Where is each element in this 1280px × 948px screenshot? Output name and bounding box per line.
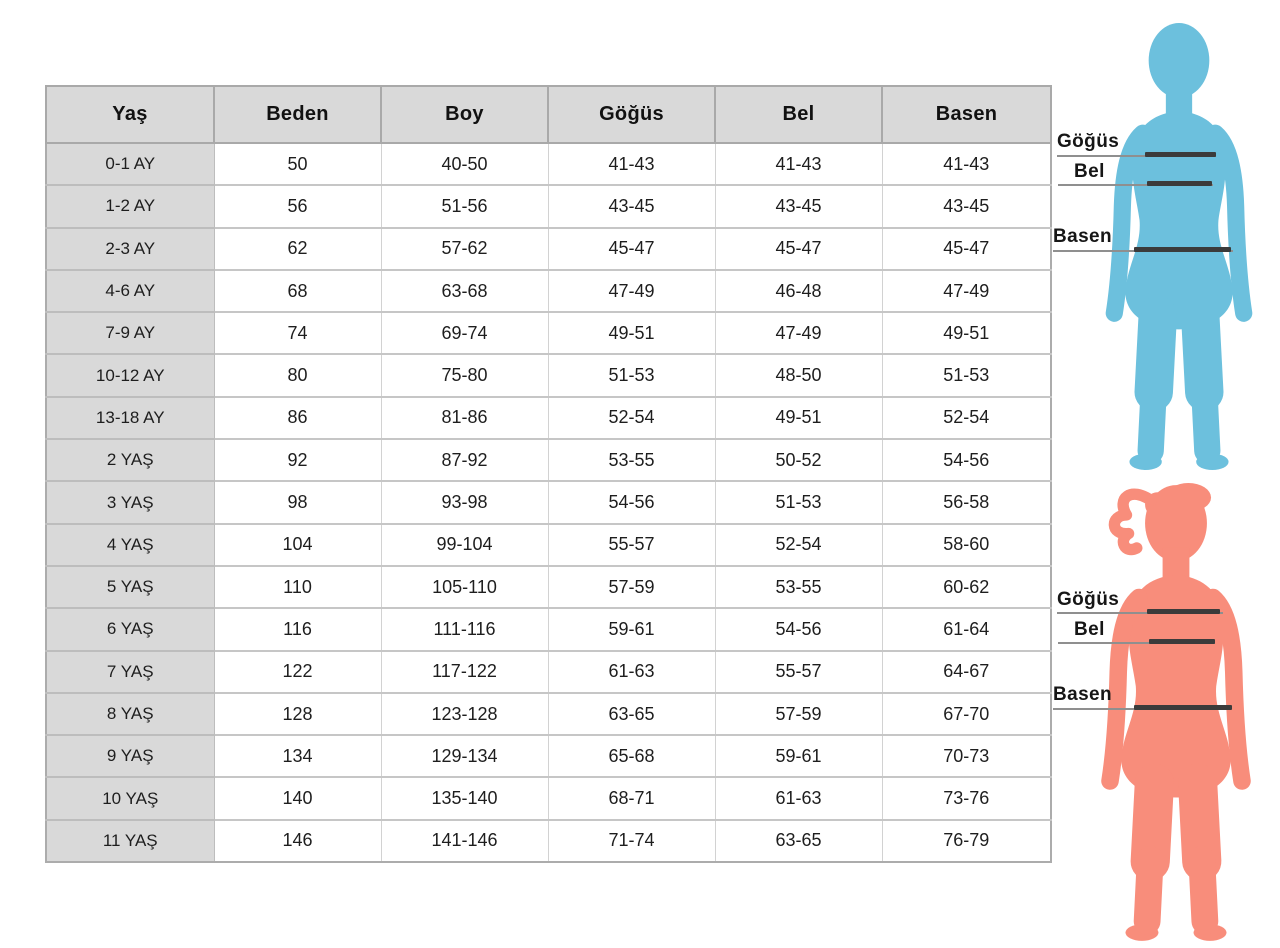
table-row bbox=[46, 693, 1051, 735]
table-cell: 63-65 bbox=[715, 820, 882, 862]
table-cell: 47-49 bbox=[715, 312, 882, 354]
size-table-body bbox=[46, 143, 1051, 862]
size-chart-table-wrap bbox=[45, 85, 1050, 863]
table-cell: 43-45 bbox=[882, 185, 1051, 227]
bottom-hips-measure-bar bbox=[1134, 705, 1232, 710]
table-cell: 69-74 bbox=[381, 312, 548, 354]
table-cell: 41-43 bbox=[548, 143, 715, 185]
table-cell: 87-92 bbox=[381, 439, 548, 481]
table-cell: 67-70 bbox=[882, 693, 1051, 735]
table-row bbox=[46, 228, 1051, 270]
table-row bbox=[46, 397, 1051, 439]
table-cell: 81-86 bbox=[381, 397, 548, 439]
table-cell: 56 bbox=[214, 185, 381, 227]
table-cell: 92 bbox=[214, 439, 381, 481]
table-cell: 54-56 bbox=[715, 608, 882, 650]
table-cell: 122 bbox=[214, 651, 381, 693]
table-row bbox=[46, 735, 1051, 777]
figures-panel bbox=[1040, 0, 1280, 948]
table-cell: 140 bbox=[214, 777, 381, 819]
table-cell: 129-134 bbox=[381, 735, 548, 777]
table-cell: 55-57 bbox=[715, 651, 882, 693]
table-cell: 146 bbox=[214, 820, 381, 862]
table-cell: 45-47 bbox=[548, 228, 715, 270]
table-cell: 49-51 bbox=[715, 397, 882, 439]
column-header-chest: Göğüs bbox=[548, 86, 715, 143]
table-row bbox=[46, 777, 1051, 819]
table-cell: 50-52 bbox=[715, 439, 882, 481]
column-header-hips: Basen bbox=[882, 86, 1051, 143]
row-age-label: 9 YAŞ bbox=[46, 735, 214, 777]
table-cell: 50 bbox=[214, 143, 381, 185]
top-chest-measure-bar bbox=[1145, 152, 1216, 157]
table-cell: 41-43 bbox=[715, 143, 882, 185]
table-cell: 70-73 bbox=[882, 735, 1051, 777]
table-cell: 52-54 bbox=[548, 397, 715, 439]
table-row bbox=[46, 185, 1051, 227]
table-cell: 43-45 bbox=[548, 185, 715, 227]
table-cell: 45-47 bbox=[882, 228, 1051, 270]
table-cell: 123-128 bbox=[381, 693, 548, 735]
table-cell: 40-50 bbox=[381, 143, 548, 185]
table-cell: 54-56 bbox=[548, 481, 715, 523]
table-cell: 51-56 bbox=[381, 185, 548, 227]
row-age-label: 2-3 AY bbox=[46, 228, 214, 270]
table-cell: 61-63 bbox=[715, 777, 882, 819]
table-cell: 76-79 bbox=[882, 820, 1051, 862]
row-age-label: 7-9 AY bbox=[46, 312, 214, 354]
table-cell: 128 bbox=[214, 693, 381, 735]
table-cell: 61-63 bbox=[548, 651, 715, 693]
table-cell: 56-58 bbox=[882, 481, 1051, 523]
table-cell: 117-122 bbox=[381, 651, 548, 693]
table-cell: 59-61 bbox=[715, 735, 882, 777]
top-hips-label: Basen bbox=[1053, 226, 1113, 247]
table-row bbox=[46, 312, 1051, 354]
top-chest-label: Göğüs bbox=[1057, 131, 1120, 152]
table-cell: 52-54 bbox=[715, 524, 882, 566]
table-row bbox=[46, 439, 1051, 481]
table-cell: 93-98 bbox=[381, 481, 548, 523]
table-row bbox=[46, 270, 1051, 312]
table-cell: 64-67 bbox=[882, 651, 1051, 693]
table-row bbox=[46, 566, 1051, 608]
table-cell: 68-71 bbox=[548, 777, 715, 819]
table-cell: 62 bbox=[214, 228, 381, 270]
table-cell: 105-110 bbox=[381, 566, 548, 608]
table-row bbox=[46, 608, 1051, 650]
table-cell: 52-54 bbox=[882, 397, 1051, 439]
table-cell: 111-116 bbox=[381, 608, 548, 650]
table-cell: 116 bbox=[214, 608, 381, 650]
table-cell: 47-49 bbox=[548, 270, 715, 312]
girl-body-silhouette-icon bbox=[1090, 482, 1262, 946]
table-row bbox=[46, 143, 1051, 185]
table-cell: 54-56 bbox=[882, 439, 1051, 481]
table-cell: 63-65 bbox=[548, 693, 715, 735]
table-row bbox=[46, 524, 1051, 566]
row-age-label: 2 YAŞ bbox=[46, 439, 214, 481]
table-cell: 45-47 bbox=[715, 228, 882, 270]
bottom-hips-label: Basen bbox=[1053, 684, 1113, 705]
table-cell: 49-51 bbox=[548, 312, 715, 354]
table-cell: 74 bbox=[214, 312, 381, 354]
table-cell: 57-59 bbox=[715, 693, 882, 735]
table-cell: 58-60 bbox=[882, 524, 1051, 566]
table-cell: 99-104 bbox=[381, 524, 548, 566]
table-cell: 63-68 bbox=[381, 270, 548, 312]
table-cell: 75-80 bbox=[381, 354, 548, 396]
table-row bbox=[46, 354, 1051, 396]
table-cell: 60-62 bbox=[882, 566, 1051, 608]
table-cell: 80 bbox=[214, 354, 381, 396]
row-age-label: 10 YAŞ bbox=[46, 777, 214, 819]
table-cell: 57-62 bbox=[381, 228, 548, 270]
row-age-label: 11 YAŞ bbox=[46, 820, 214, 862]
table-cell: 61-64 bbox=[882, 608, 1051, 650]
column-header-waist: Bel bbox=[715, 86, 882, 143]
size-chart-table bbox=[45, 85, 1052, 863]
column-header-height: Boy bbox=[381, 86, 548, 143]
table-cell: 41-43 bbox=[882, 143, 1051, 185]
row-age-label: 4-6 AY bbox=[46, 270, 214, 312]
top-waist-measure-bar bbox=[1147, 181, 1212, 186]
row-age-label: 0-1 AY bbox=[46, 143, 214, 185]
row-age-label: 10-12 AY bbox=[46, 354, 214, 396]
table-cell: 86 bbox=[214, 397, 381, 439]
table-cell: 53-55 bbox=[548, 439, 715, 481]
row-age-label: 5 YAŞ bbox=[46, 566, 214, 608]
table-cell: 49-51 bbox=[882, 312, 1051, 354]
table-cell: 57-59 bbox=[548, 566, 715, 608]
table-cell: 43-45 bbox=[715, 185, 882, 227]
bottom-chest-label: Göğüs bbox=[1057, 589, 1120, 610]
table-cell: 47-49 bbox=[882, 270, 1051, 312]
table-row bbox=[46, 481, 1051, 523]
row-age-label: 13-18 AY bbox=[46, 397, 214, 439]
table-row bbox=[46, 651, 1051, 693]
row-age-label: 4 YAŞ bbox=[46, 524, 214, 566]
row-age-label: 8 YAŞ bbox=[46, 693, 214, 735]
table-cell: 71-74 bbox=[548, 820, 715, 862]
table-row bbox=[46, 820, 1051, 862]
table-header bbox=[46, 86, 1051, 143]
table-cell: 141-146 bbox=[381, 820, 548, 862]
table-cell: 51-53 bbox=[548, 354, 715, 396]
table-cell: 135-140 bbox=[381, 777, 548, 819]
table-cell: 134 bbox=[214, 735, 381, 777]
row-age-label: 7 YAŞ bbox=[46, 651, 214, 693]
table-cell: 104 bbox=[214, 524, 381, 566]
table-cell: 46-48 bbox=[715, 270, 882, 312]
top-hips-measure-bar bbox=[1134, 247, 1231, 252]
row-age-label: 1-2 AY bbox=[46, 185, 214, 227]
table-cell: 73-76 bbox=[882, 777, 1051, 819]
table-cell: 65-68 bbox=[548, 735, 715, 777]
top-waist-label: Bel bbox=[1074, 161, 1105, 182]
table-cell: 110 bbox=[214, 566, 381, 608]
table-cell: 51-53 bbox=[882, 354, 1051, 396]
column-header-age: Yaş bbox=[46, 86, 214, 143]
bottom-waist-measure-bar bbox=[1149, 639, 1215, 644]
table-cell: 53-55 bbox=[715, 566, 882, 608]
table-cell: 55-57 bbox=[548, 524, 715, 566]
table-cell: 98 bbox=[214, 481, 381, 523]
bottom-chest-measure-bar bbox=[1147, 609, 1220, 614]
column-header-size: Beden bbox=[214, 86, 381, 143]
row-age-label: 3 YAŞ bbox=[46, 481, 214, 523]
table-cell: 68 bbox=[214, 270, 381, 312]
bottom-waist-label: Bel bbox=[1074, 619, 1105, 640]
table-cell: 51-53 bbox=[715, 481, 882, 523]
table-cell: 48-50 bbox=[715, 354, 882, 396]
table-cell: 59-61 bbox=[548, 608, 715, 650]
row-age-label: 6 YAŞ bbox=[46, 608, 214, 650]
